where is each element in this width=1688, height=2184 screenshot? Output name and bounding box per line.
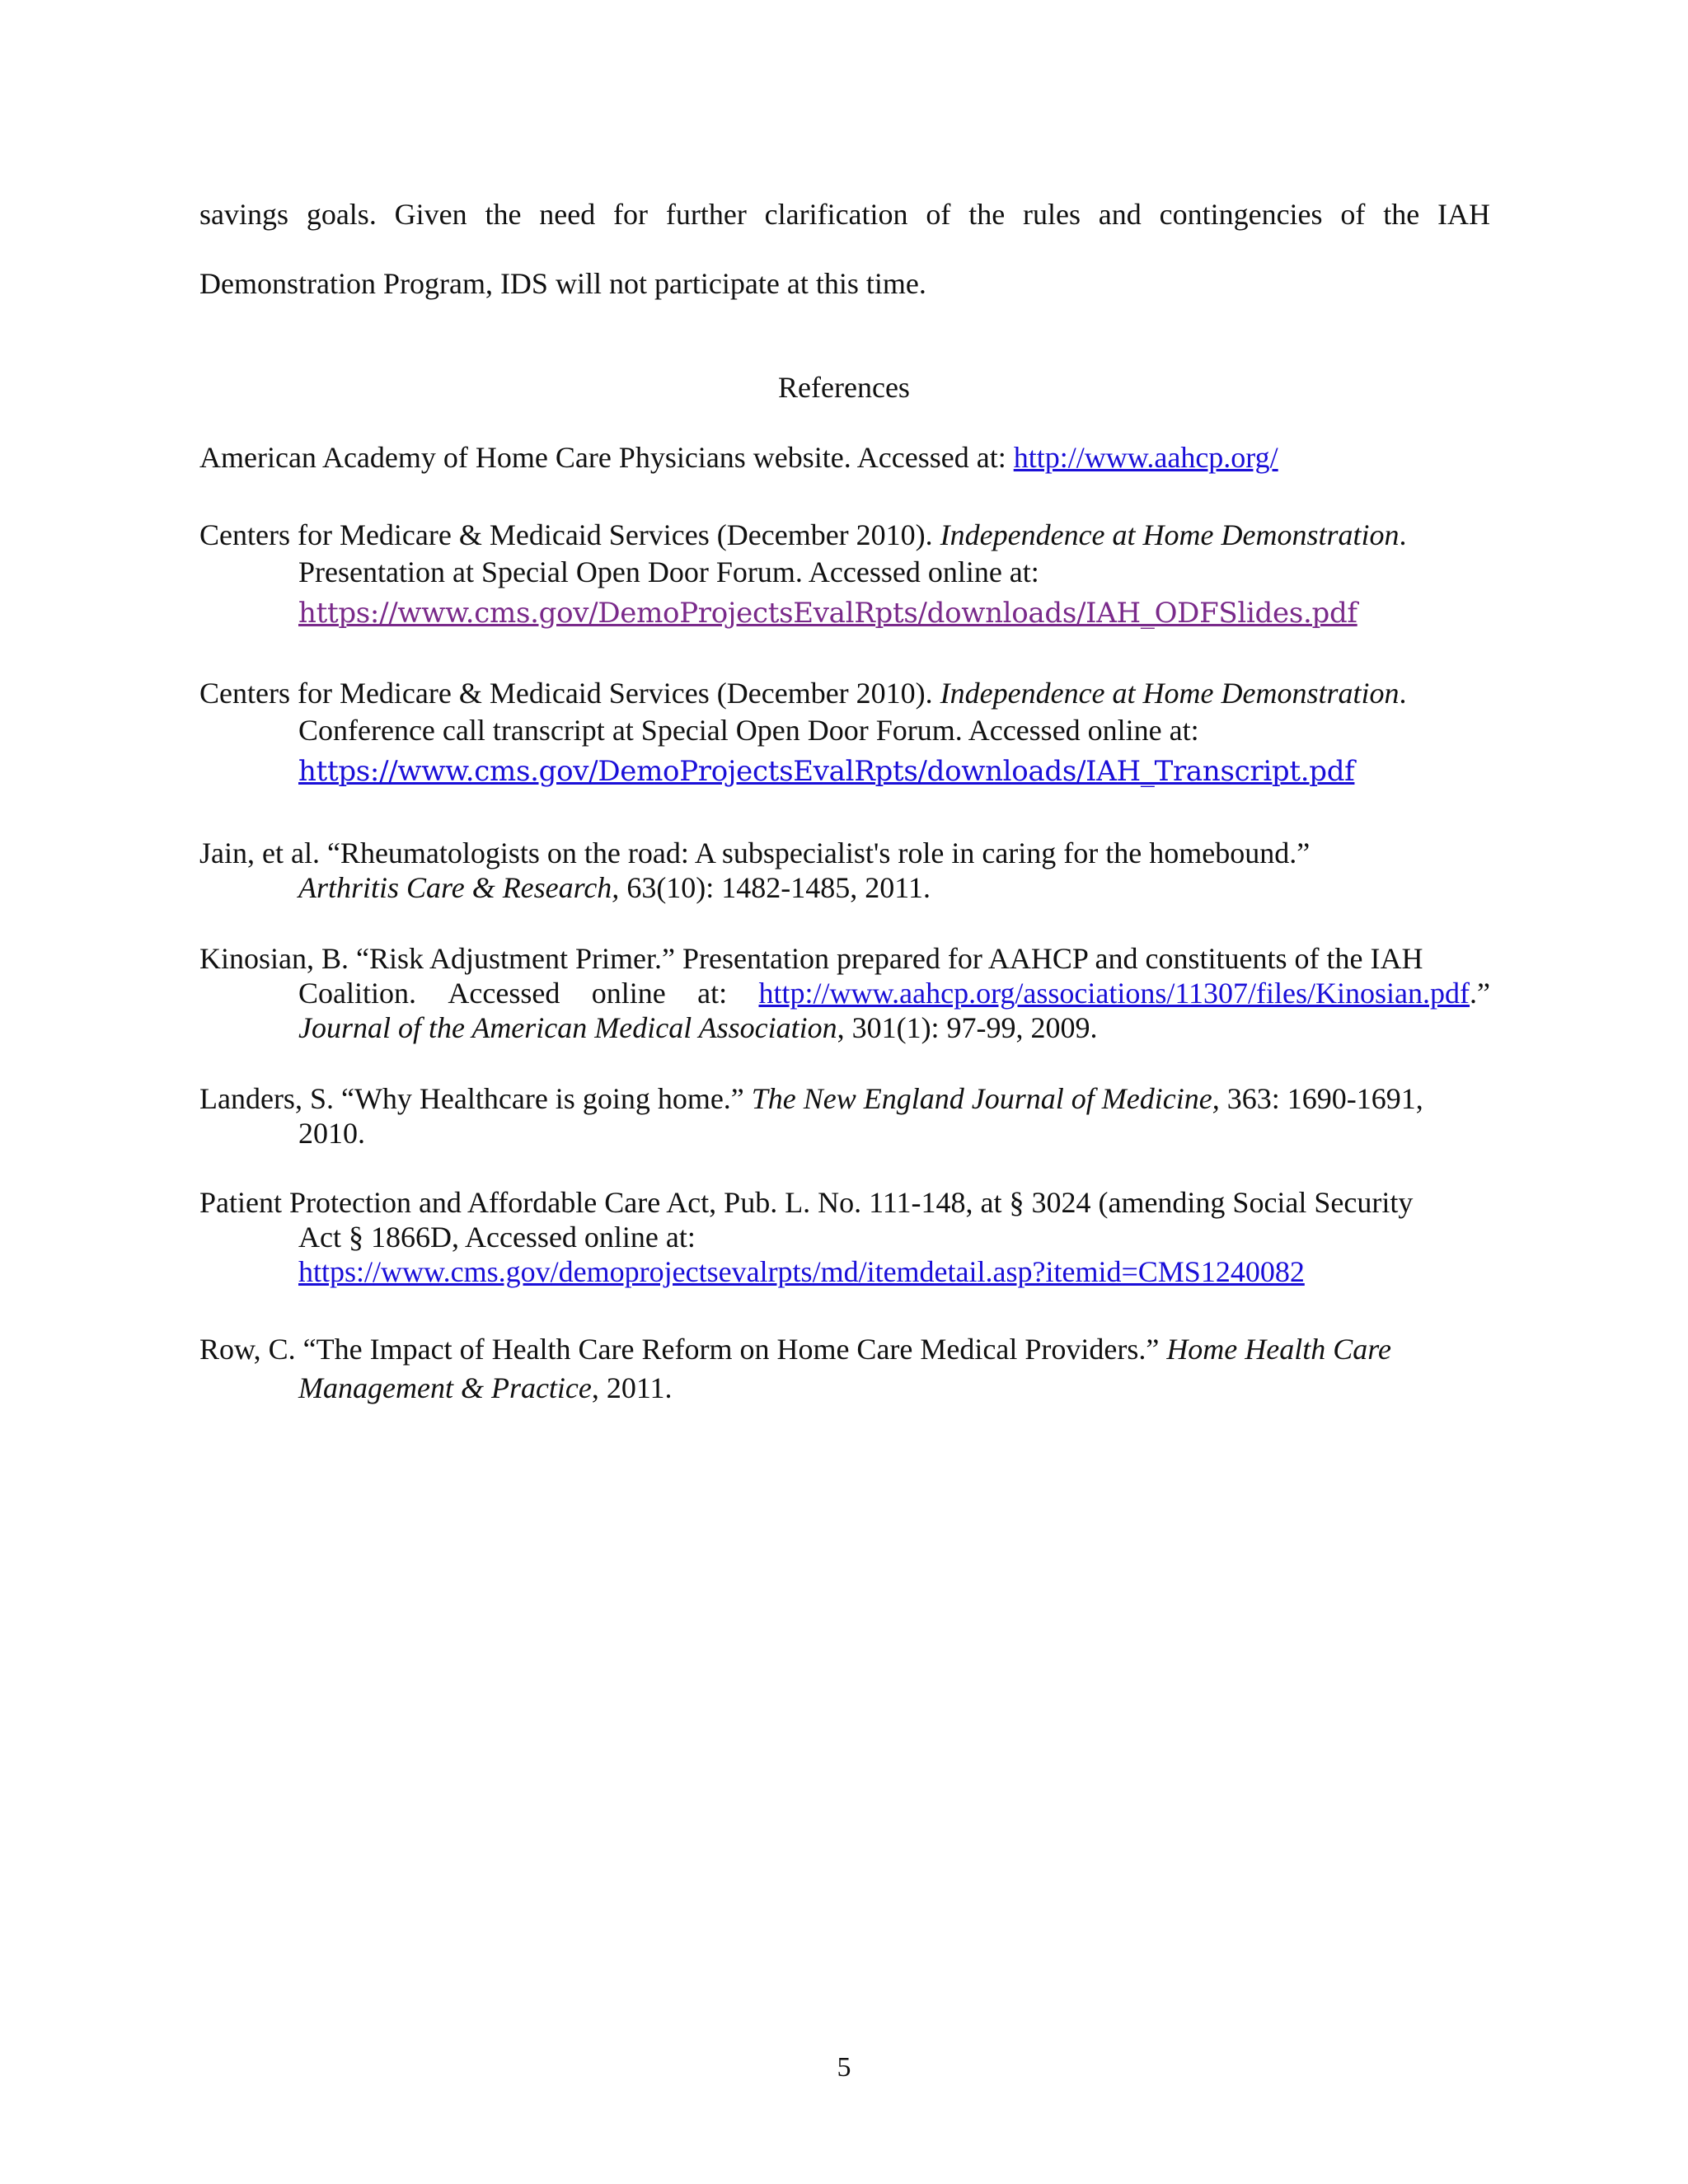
reference-line: 2010. bbox=[298, 1117, 365, 1150]
reference-kinosian bbox=[199, 941, 1490, 1045]
reference-line: Arthritis Care & Research, 63(10): 1482-1485, 2011. bbox=[298, 871, 931, 904]
reference-cms-transcript bbox=[199, 676, 1490, 792]
journal-title: Management & Practice bbox=[298, 1371, 592, 1404]
intro-paragraph bbox=[199, 180, 1490, 318]
ppaca-link[interactable]: https://www.cms.gov/demoprojectsevalrpts/md/itemdetail.asp?itemid=CMS1240082 bbox=[298, 1255, 1305, 1288]
reference-line bbox=[199, 592, 1490, 634]
reference-ppaca bbox=[199, 1185, 1490, 1289]
reference-line: Centers for Medicare & Medicaid Services (December 2010). Independence at Home Demonstration. bbox=[199, 518, 1407, 551]
intro-line-2: Demonstration Program, IDS will not participate at this time. bbox=[199, 267, 926, 300]
reference-line: Presentation at Special Open Door Forum. Accessed online at: bbox=[298, 555, 1039, 588]
reference-line: Journal of the American Medical Association, 301(1): 97-99, 2009. bbox=[298, 1011, 1098, 1044]
reference-line bbox=[199, 1254, 1490, 1289]
reference-line: Landers, S. “Why Healthcare is going home.” The New England Journal of Medicine, 363: 1690-1691, bbox=[199, 1082, 1423, 1115]
aahcp-link[interactable]: http://www.aahcp.org/ bbox=[1013, 441, 1278, 474]
reference-row bbox=[199, 1332, 1490, 1409]
cms-slides-link[interactable]: https://www.cms.gov/DemoProjectsEvalRpts/downloads/IAH_ODFSlides.pdf bbox=[298, 597, 1357, 630]
journal-title: Arthritis Care & Research, bbox=[298, 871, 620, 904]
reference-line bbox=[199, 750, 1490, 792]
kinosian-link[interactable]: http://www.aahcp.org/associations/11307/files/Kinosian.pdf bbox=[758, 977, 1470, 1010]
reference-text: American Academy of Home Care Physicians website. Accessed at: http://www.aahcp.org/ bbox=[199, 441, 1278, 474]
journal-title: Journal of the American Medical Association bbox=[298, 1011, 837, 1044]
reference-line: Kinosian, B. “Risk Adjustment Primer.” Presentation prepared for AAHCP and constituents of the IAH bbox=[199, 942, 1423, 975]
reference-aahcp bbox=[199, 440, 1490, 475]
reference-landers bbox=[199, 1081, 1490, 1151]
reference-title: Independence at Home Demonstration bbox=[940, 677, 1400, 710]
reference-jain bbox=[199, 836, 1490, 905]
references-heading: References bbox=[778, 371, 910, 404]
reference-line: Patient Protection and Affordable Care Act, Pub. L. No. 111-148, at § 3024 (amending Social Security bbox=[199, 1186, 1414, 1219]
reference-line: Act § 1866D, Accessed online at: bbox=[298, 1221, 696, 1254]
page-number: 5 bbox=[837, 2052, 851, 2083]
reference-title: Independence at Home Demonstration bbox=[940, 518, 1400, 551]
reference-line: Coalition. Accessed online at: http://www.aahcp.org/associations/11307/files/Kinosian.pdf.” bbox=[298, 977, 1490, 1010]
reference-line: Conference call transcript at Special Open Door Forum. Accessed online at: bbox=[298, 714, 1199, 747]
journal-title: The New England Journal of Medicine, bbox=[751, 1082, 1220, 1115]
cms-transcript-link[interactable]: https://www.cms.gov/DemoProjectsEvalRpts/downloads/IAH_Transcript.pdf bbox=[298, 755, 1355, 788]
reference-cms-slides bbox=[199, 518, 1490, 634]
reference-line: Row, C. “The Impact of Health Care Reform on Home Care Medical Providers.” Home Health Care bbox=[199, 1333, 1391, 1366]
journal-title: Home Health Care bbox=[1166, 1333, 1391, 1366]
reference-line: Management & Practice, 2011. bbox=[298, 1371, 673, 1404]
intro-line-1: savings goals. Given the need for further clarification of the rules and contingencies of the IAH bbox=[199, 198, 1490, 231]
reference-line: Centers for Medicare & Medicaid Services (December 2010). Independence at Home Demonstration. bbox=[199, 677, 1407, 710]
reference-line: Jain, et al. “Rheumatologists on the road: A subspecialist's role in caring for the homebound.” bbox=[199, 837, 1311, 869]
